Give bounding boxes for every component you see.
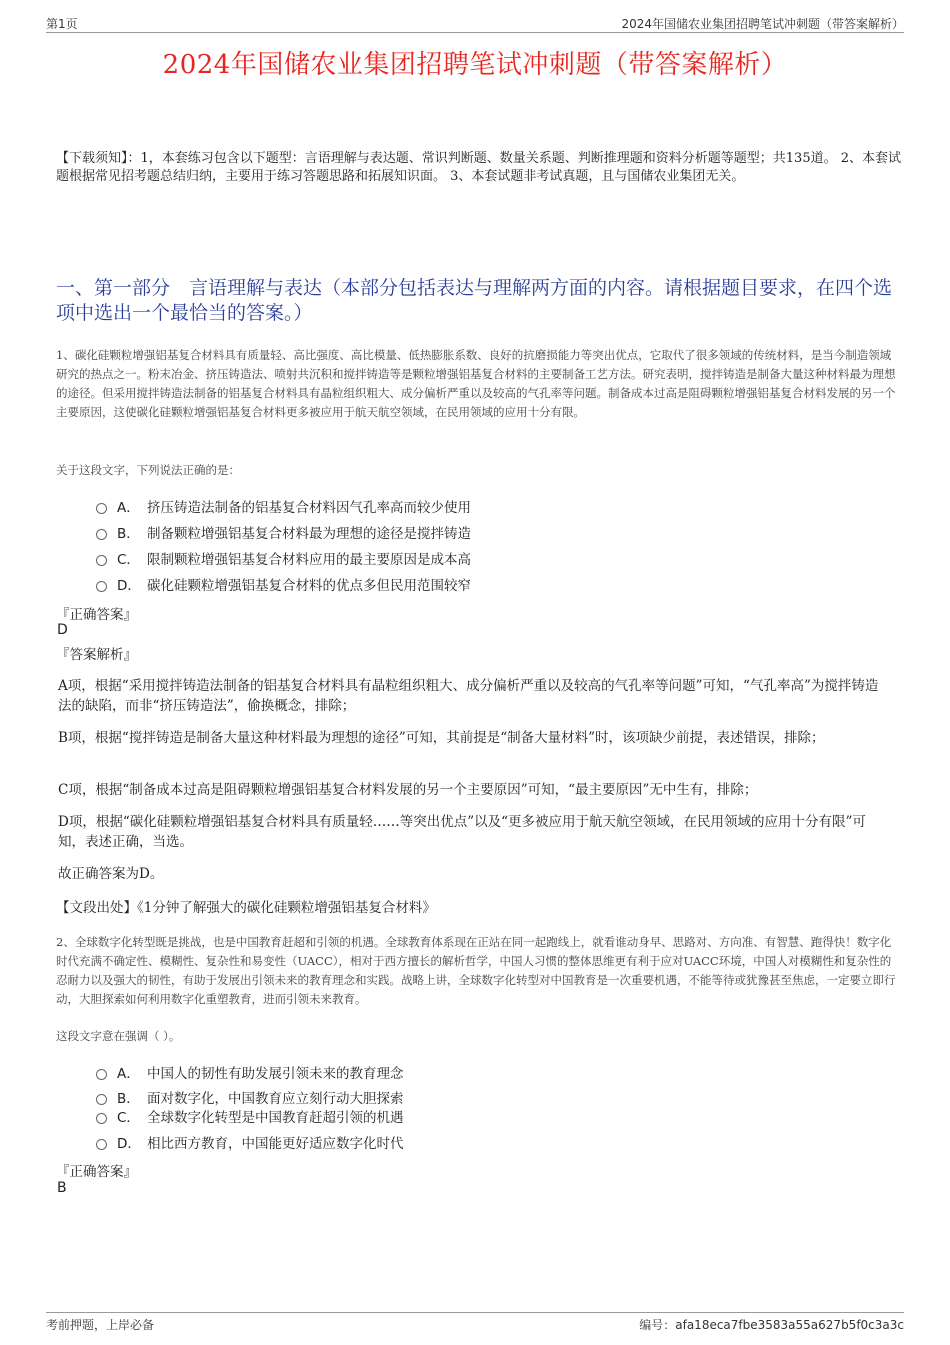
q1-answer: D <box>57 622 68 638</box>
option-letter: C． <box>117 552 140 568</box>
q2-answer-label: 『正确答案』 <box>56 1164 137 1180</box>
option-letter: A． <box>117 500 140 516</box>
q1-explanation-d: D项，根据“碳化硅颗粒增强铝基复合材料具有质量轻……等突出优点”以及“更多被应用于航天航空领域，在民用领域的应用十分有限”可知，表述正确，当选。 <box>58 814 866 850</box>
q1-option-d[interactable] <box>96 574 471 594</box>
radio-icon[interactable] <box>96 529 107 540</box>
option-letter: D． <box>117 1136 141 1152</box>
q1-option-c[interactable] <box>96 548 471 568</box>
radio-icon[interactable] <box>96 581 107 592</box>
q1-question: 关于这段文字，下列说法正确的是： <box>56 463 240 477</box>
option-letter: C． <box>117 1110 140 1126</box>
q1-source: 【文段出处】《1分钟了解强大的碳化硅颗粒增强铝基复合材料》 <box>56 900 436 916</box>
q1-option-b[interactable] <box>96 522 471 542</box>
option-text: 制备颗粒增强铝基复合材料最为理想的途径是搅拌铸造 <box>147 526 471 542</box>
q1-explanation-c: C项，根据“制备成本过高是阻碍颗粒增强铝基复合材料发展的另一个主要原因”可知，“最主要原因”无中生有，排除； <box>58 782 758 798</box>
option-letter: A． <box>117 1066 140 1082</box>
radio-icon[interactable] <box>96 1139 107 1150</box>
radio-icon[interactable] <box>96 1069 107 1080</box>
q1-analysis-label: 『答案解析』 <box>56 647 137 663</box>
download-notice: 【下载须知】：1，本套练习包含以下题型：言语理解与表达题、常识判断题、数量关系题、判断推理题和资料分析题等题型；共135道。 2、本套试题根据常见招考题总结归纳，主要用于练习答题思路和拓展知识面。 3、本套试题非考试真题，且与国储农业集团无关。 <box>56 151 901 184</box>
q1-answer-label: 『正确答案』 <box>56 607 137 623</box>
option-text: 相比西方教育，中国能更好适应数字化时代 <box>147 1136 404 1152</box>
document-title: 2024年国储农业集团招聘笔试冲刺题（带答案解析） <box>162 50 788 80</box>
footer-slogan: 考前押题，上岸必备 <box>46 1318 155 1332</box>
q1-passage: 1、碳化硅颗粒增强铝基复合材料具有质量轻、高比强度、高比模量、低热膨胀系数、良好的抗磨损能力等突出优点，它取代了很多领域的传统材料，是当今制造领域研究的热点之一。粉末冶金、挤压铸造法、喷射共沉积和搅拌铸造等是颗粒增强铝基复合材料的主要制备工艺方法。研究表明，搅拌铸造是制备大量这种材料最为理想的途径。但采用搅拌铸造法制备的铝基复合材料具有晶粒组织粗大、成分偏析严重以及较高的气孔率等问题。制备成本过高是阻碍颗粒增强铝基复合材料发展的另一个主要原因，这使碳化硅颗粒增强铝基复合材料更多被应用于航天航空领域，在民用领域的应用十分有限。 <box>56 348 896 419</box>
q2-option-a[interactable] <box>96 1062 404 1082</box>
q1-explanation-b: B项，根据“搅拌铸造是制备大量这种材料最为理想的途径”可知，其前提是“制备大量材料”时，该项缺少前提，表述错误，排除； <box>58 730 825 746</box>
option-text: 全球数字化转型是中国教育赶超引领的机遇 <box>147 1110 404 1126</box>
q2-option-b[interactable] <box>96 1087 404 1107</box>
radio-icon[interactable] <box>96 555 107 566</box>
option-text: 挤压铸造法制备的铝基复合材料因气孔率高而较少使用 <box>147 500 471 516</box>
q2-option-c[interactable] <box>96 1106 404 1126</box>
q2-question: 这段文字意在强调（ ）。 <box>56 1029 181 1043</box>
radio-icon[interactable] <box>96 503 107 514</box>
q2-answer: B <box>57 1180 67 1196</box>
option-text: 面对数字化，中国教育应立刻行动大胆探索 <box>147 1091 404 1107</box>
footer-doc-id: 编号：afa18eca7fbe3583a55a627b5f0c3a3c <box>639 1318 904 1332</box>
page-number: 第1页 <box>46 17 78 31</box>
q1-option-a[interactable] <box>96 496 471 516</box>
q2-option-d[interactable] <box>96 1132 404 1152</box>
page-footer <box>46 1312 904 1337</box>
q2-passage: 2、全球数字化转型既是挑战，也是中国教育赶超和引领的机遇。全球教育体系现在正站在同一起跑线上，就看谁动身早、思路对、方向准、有智慧、跑得快！数字化时代充满不确定性、模糊性、复杂性和易变性（UACC），相对于西方擅长的解析哲学，中国人习惯的整体思维更有利于应对UACC环境，中国人对模糊性和复杂性的忍耐力以及强大的韧性，有助于发展出引领未来的教育理念和实践。战略上讲，全球数字化转型对中国教育是一次重要机遇，不能等待或犹豫甚至焦虑，一定要立即行动，大胆探索如何利用数字化重塑教育，进而引领未来教育。 <box>56 935 896 1006</box>
q1-conclusion: 故正确答案为D。 <box>58 866 164 882</box>
section-heading: 一、第一部分 言语理解与表达（本部分包括表达与理解两方面的内容。请根据题目要求，在四个选项中选出一个最恰当的答案。） <box>56 277 893 324</box>
radio-icon[interactable] <box>96 1094 107 1105</box>
radio-icon[interactable] <box>96 1113 107 1124</box>
option-letter: D． <box>117 578 141 594</box>
option-text: 碳化硅颗粒增强铝基复合材料的优点多但民用范围较窄 <box>147 578 471 594</box>
header-doc-title: 2024年国储农业集团招聘笔试冲刺题（带答案解析） <box>621 17 904 31</box>
option-text: 限制颗粒增强铝基复合材料应用的最主要原因是成本高 <box>147 552 471 568</box>
q1-explanation-a: A项，根据“采用搅拌铸造法制备的铝基复合材料具有晶粒组织粗大、成分偏析严重以及较高的气孔率等问题”可知，“气孔率高”为搅拌铸造法的缺陷，而非“挤压铸造法”，偷换概念，排除； <box>58 678 879 714</box>
option-letter: B． <box>117 526 140 542</box>
page-header <box>46 12 904 33</box>
option-text: 中国人的韧性有助发展引领未来的教育理念 <box>147 1066 404 1082</box>
option-letter: B． <box>117 1091 140 1107</box>
